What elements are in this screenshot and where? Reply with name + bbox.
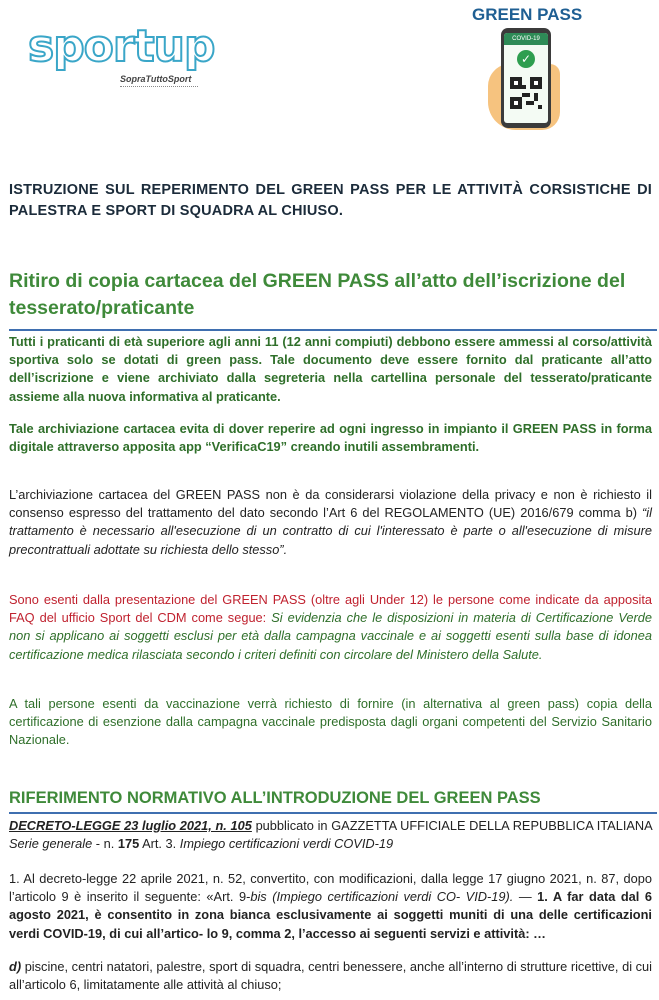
paragraph-privacy (9, 486, 652, 559)
logo-wordmark: sportup (28, 21, 215, 72)
phone-screen (504, 33, 548, 123)
section-title-ritiro: Ritiro di copia cartacea del GREEN PASS all’atto dell’iscrizione del tesserato/praticante (9, 270, 626, 319)
phone-icon (501, 28, 551, 128)
section-divider (9, 812, 657, 814)
esenti-quote: Si evidenzia che le disposizioni in materia di Certificazione Verde non si applicano ai soggetti esclusi per età dalla campagna vaccinale e ai soggetti esenti sulla base di idonea certificazione medica rilasciata secondo i criteri definiti con circolare del Ministero della Salute. (9, 610, 652, 662)
document-heading: ISTRUZIONE SUL REPERIMENTO DEL GREEN PASS PER LE ATTIVITÀ CORSISTICHE DI PALESTRA E SPORT DI SQUADRA AL CHIUSO. (9, 182, 652, 219)
logo-tagline: SopraTuttoSport (120, 74, 192, 84)
paragraph-archiviazione: Tale archiviazione cartacea evita di dover reperire ad ogni ingresso in impianto il GREEN PASS in forma digitale attraverso apposita app “VerificaC19” creando inutili assembramenti. (9, 421, 652, 455)
paragraph-esenti (9, 591, 652, 664)
green-pass-phone-icon (488, 28, 566, 132)
privacy-quote: “il trattamento è necessario all'esecuzione di un contratto di cui l'interessato è parte o all'esecuzione di misure precontrattuali adottate su richiesta dello stesso”. (9, 505, 652, 557)
paragraph-lettera-d (9, 958, 652, 994)
green-pass-title: GREEN PASS (472, 5, 583, 24)
paragraph-praticanti: Tutti i praticanti di età superiore agli anni 11 (12 anni compiuti) debbono essere ammessi al corso/attività sportiva solo se dotati di green pass. Tale documento deve essere fornito dal praticante all’atto dell’iscrizione e viene archiviato dalla segreteria nella cartellina personale del tesserato/praticante assieme alla nuova informativa al praticante. (9, 334, 652, 404)
lettera-d-label: d) (9, 959, 22, 974)
paragraph-articolo (9, 870, 652, 943)
decreto-text: Art. 3. (139, 836, 180, 852)
sportup-logo (28, 22, 238, 92)
section-divider (9, 329, 657, 331)
decreto-serie: Serie generale (9, 836, 93, 852)
decreto-text: - n. (92, 836, 118, 852)
articolo-text: — (513, 889, 538, 905)
esenti-text: Sono esenti dalla presentazione del GREEN PASS (oltre agli Under 12) le persone come indicate da apposita FAQ del ufficio Sport del CDM come segue: (9, 592, 652, 626)
decreto-label: DECRETO-LEGGE 23 luglio 2021, n. 105 (9, 818, 252, 833)
decreto-text: pubblicato in GAZZETTA UFFICIALE DELLA REPUBBLICA ITALIANA (251, 818, 652, 833)
articolo-bis: bis (Impiego certificazioni verdi CO- VID-19). (250, 889, 514, 905)
articolo-text: 1. Al decreto-legge 22 aprile 2021, n. 52, convertito, con modificazioni, dalla legge 17 giugno 2021, n. 87, dopo l’articolo 9 è inserito il seguente: «Art. 9- (9, 871, 652, 905)
qr-code-icon (510, 77, 542, 109)
decreto-number: 175 (117, 836, 140, 852)
articolo-bold: 1. A far data dal 6 agosto 2021, è consentito in zona bianca esclusivamente ai soggetti muniti di una delle certificazioni verdi COVID-19, di cui all’artico- lo 9, comma 2, l’accesso ai seguenti servizi e attività: … (9, 889, 652, 941)
lettera-d-text: piscine, centri natatori, palestre, sport di squadra, centri benessere, anche all’interno di strutture ricettive, di cui all’articolo 6, limitatamente alle attività al chiuso; (9, 959, 652, 993)
paragraph-esenzione: A tali persone esenti da vaccinazione verrà richiesto di fornire (in alternativa al green pass) copia della certificazione di esenzione dalla campagna vaccinale predisposta dagli organi competenti del Servizio Sanitario Nazionale. (9, 696, 652, 748)
screen-label: COVID-19 (504, 33, 548, 45)
logo-divider (120, 86, 198, 87)
check-icon: ✓ (517, 50, 535, 68)
decreto-title: Impiego certificazioni verdi COVID-19 (179, 836, 394, 852)
section-title-riferimento: RIFERIMENTO NORMATIVO ALL’INTRODUZIONE DEL GREEN PASS (9, 789, 541, 807)
paragraph-decreto (9, 817, 652, 853)
privacy-text: L’archiviazione cartacea del GREEN PASS non è da considerarsi violazione della privacy e non è richiesto il consenso espresso del trattamento del dato secondo l’Art 6 del REGOLAMENTO (UE) 2016/679 comma b) (9, 487, 652, 521)
